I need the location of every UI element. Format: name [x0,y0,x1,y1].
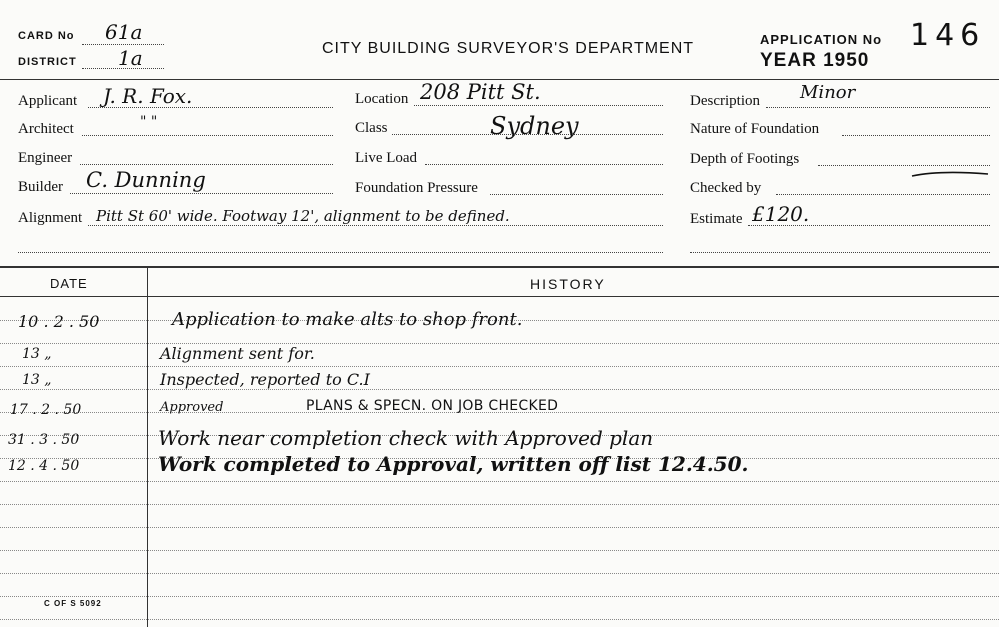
history-row-date: 12 . 4 . 50 [8,458,80,474]
location-line [414,105,663,106]
alignment-value: Pitt St 60' wide. Footway 12', alignment to be defined. [96,207,510,225]
form-code: C OF S 5092 [44,599,102,608]
history-row-text: Inspected, reported to C.I [160,370,370,389]
nature-of-foundation-label: Nature of Foundation [690,121,820,137]
estimate-label: Estimate [690,211,743,227]
district-line [82,68,164,69]
card-no-value: 61a [105,20,143,44]
class-value: Sydney [490,112,579,140]
card-no-line [82,44,164,45]
district-label: DISTRICT [18,56,77,68]
architect-line [82,135,333,136]
alignment-line [88,225,663,226]
depth-of-footings-label: Depth of Footings [690,151,800,167]
foundation-pressure-line [490,194,663,195]
history-row-text: Approved [160,400,224,415]
class-label: Class [355,120,388,136]
architect-value: " " [140,114,158,130]
application-no-label: APPLICATION No [760,32,883,47]
estimate-line-2 [690,252,990,253]
description-label: Description [690,93,760,109]
location-label: Location [355,91,409,107]
ruled-line [0,619,999,620]
builder-label: Builder [18,179,63,195]
application-no-value: 146 [910,18,986,53]
live-load-line [425,164,663,165]
card-no-label: CARD No [18,30,75,42]
description-value: Minor [800,82,856,103]
history-column-header: HISTORY [530,276,606,292]
history-row-date: 10 . 2 . 50 [18,312,100,331]
alignment-line-2 [18,252,663,253]
history-top-border [0,266,999,268]
foundation-pressure-label: Foundation Pressure [355,180,478,196]
estimate-line [748,225,990,226]
checked-by-line [776,194,990,195]
history-row-text: Work near completion check with Approved plan [158,426,654,450]
checked-by-dash-mark [910,168,990,182]
applicant-line [88,107,333,108]
history-row-date: 13 „ [22,372,52,388]
depth-of-footings-line [818,165,990,166]
date-column-header: DATE [50,276,88,291]
alignment-label: Alignment [18,210,83,226]
estimate-value: £120. [752,202,810,226]
engineer-label: Engineer [18,150,73,166]
ruled-line [0,366,999,367]
ruled-line [0,527,999,528]
history-header-divider [0,296,999,297]
applicant-label: Applicant [18,93,78,109]
history-row-text: Application to make alts to shop front. [172,309,523,330]
ruled-line [0,596,999,597]
ruled-line [0,481,999,482]
applicant-value: J. R. Fox. [103,84,193,108]
live-load-label: Live Load [355,150,418,166]
year-label: YEAR 1950 [760,50,870,71]
ruled-line [0,389,999,390]
ruled-line [0,504,999,505]
district-value: 1a [118,46,143,70]
description-line [766,107,990,108]
ruled-line [0,573,999,574]
history-row-text: Alignment sent for. [160,344,315,363]
location-value: 208 Pitt St. [420,80,541,104]
ruled-line [0,343,999,344]
architect-label: Architect [18,121,74,137]
ruled-line [0,550,999,551]
nature-of-foundation-line [842,135,990,136]
checked-by-label: Checked by [690,180,762,196]
history-row-text: Work completed to Approval, written off list 12.4.50. [158,452,749,476]
department-title: CITY BUILDING SURVEYOR'S DEPARTMENT [322,40,695,57]
history-row-date: 17 . 2 . 50 [10,402,82,418]
history-row-date: 31 . 3 . 50 [8,432,80,448]
engineer-line [80,164,333,165]
history-row-date: 13 „ [22,346,52,362]
builder-value: C. Dunning [86,168,206,192]
class-line [392,134,663,135]
builder-line [70,193,333,194]
plans-checked-stamp: PLANS & SPECN. ON JOB CHECKED [306,398,559,414]
